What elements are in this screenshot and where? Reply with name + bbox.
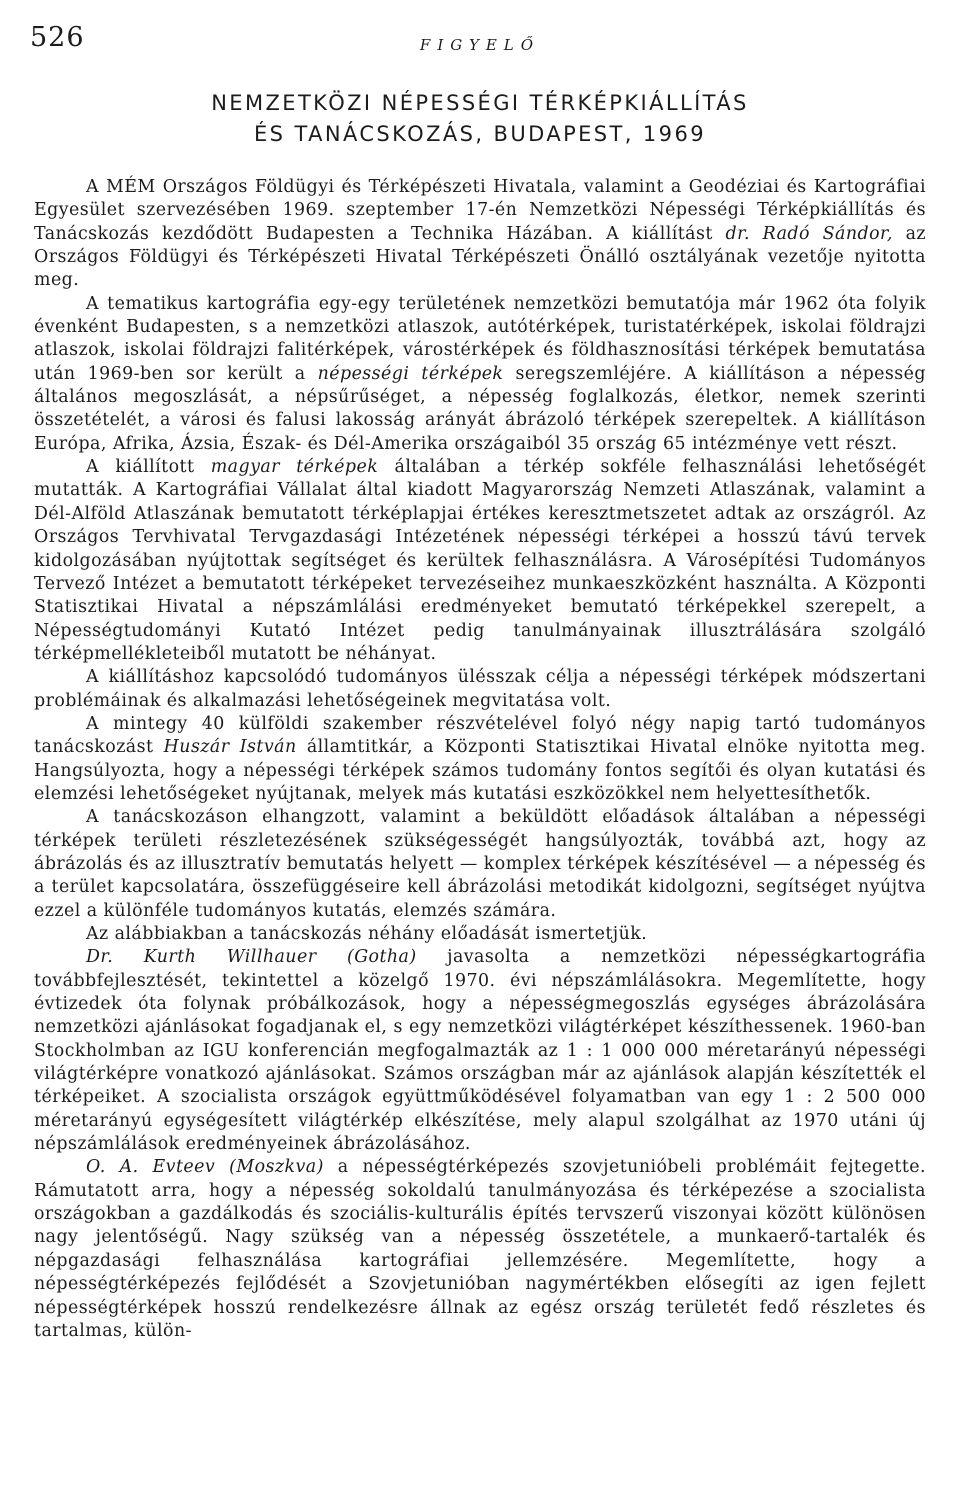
paragraph-9-text: a népességtérképezés szovjetunióbeli problémáit fejtegette. Rámutatott arra, hogy a népesség sokoldalú tanulmányozása és térképezése a szocialista országokban a gazdálkodás és szociális-kulturális építés tervszerű viszonyai között különösen nagy jelentőségű. Nagy szükség van a népesség összetétele, a munkaerő-tartalék és népgazdasági felhasználása kartográfiai jellemzésére. Megemlítette, hogy a népességtérképezés fejlődését a Szovjetunióban nagymértékben elősegíti az igen fejlett népességtérképek hosszú rendelkezésre állnak az egész ország területét fedő részletes és tartalmas, külön- [34,1157,927,1341]
paragraph-1-text-b: az Országos Földügyi és Térképészeti Hivatal Térképészeti Önálló osztályának vezetője nyitotta meg. [34,223,927,291]
title-line-2: ÉS TANÁCSKOZÁS, BUDAPEST, 1969 [254,122,706,146]
paragraph-5-text-b: államtitkár, a Központi Statisztikai Hivatal elnöke nyitotta meg. Hangsúlyozta, hogy a népességi térképek számos tudomány fontos segítői és olyan kutatási és elemzési lehetőségeket nyújtanak, melyek más kutatási eszközökkel nem helyettesíthetők. [34,737,927,804]
paragraph-8-person-name: Dr. Kurth Willhauer (Gotha) [86,947,417,968]
paragraph-8 [34,946,926,1156]
page-header [30,22,930,62]
paragraph-2-text-b: seregszemléjére. A kiállításon a népesség általános megoszlását, a népsűrűséget, a népesség foglalkozás, életkor, nemek szerinti összetételét, a városi és falusi lakosság arányát ábrázoló térképek szerepeltek. A kiállításon Európa, Afrika, Ázsia, Észak- és Dél-Amerika országaiból 35 ország 65 intézménye vett részt. [34,363,926,454]
paragraph-1-person-name: dr. Radó Sándor, [725,223,893,244]
paragraph-1-text-a: A MÉM Országos Földügyi és Térképészeti Hivatala, valamint a Geodéziai és Kartográfiai Egyesület szervezésében 1969. szeptember 17-én Nemzetközi Népességi Térképkiállítás és Tanácskozás kezdődött Budapesten a Technika Házában. A kiállítást [34,177,926,244]
paragraph-4: A kiállításhoz kapcsolódó tudományos ülésszak célja a népességi térképek módszertani problémáinak és alkalmazási lehetőségeinek megvitatása volt. [34,667,926,711]
paragraph-9 [34,1156,926,1343]
paragraph-9-person-name: O. A. Evteev (Moszkva) [86,1157,324,1178]
paragraph-5-text-a: A mintegy 40 külföldi szakember részvételével folyó négy napig tartó tudományos tanácskozást [34,713,926,758]
paragraph-2-text-a: A tematikus kartográfia egy-egy területének nemzetközi bemutatója már 1962 óta folyik évenként Budapesten, s a nemzetközi atlaszok, autótérképek, turistatérképek, iskolai földrajzi atlaszok, iskolai földrajzi falitérképek, várostérképek és földhasznosítási térképek bemutatása után 1969-ben sor került a [34,293,926,384]
title-line-1: NEMZETKÖZI NÉPESSÉGI TÉRKÉPKIÁLLÍTÁS [211,91,749,115]
paragraph-6: A tanácskozáson elhangzott, valamint a beküldött előadások általában a népességi térképek területi részletezésének szükségességét hangsúlyozták, továbbá azt, hogy az ábrázolás és az illusztratív bemutatás helyett — komplex térképek készítésével — a népesség és a terület kapcsolatára, összefüggéseire kell ábrázolási metodikát kidolgozni, segítséget nyújtva ezzel a különféle tudományos kutatás, elemzés számára. [34,807,926,921]
paragraph-3-text-a: A kiállított [86,457,211,478]
paragraph-3-emphasis: magyar térképek [210,457,379,478]
running-head: FIGYELŐ [419,36,541,54]
paragraph-3-text-b: általában a térkép sokféle felhasználási lehetőségét mutatták. A Kartográfiai Vállalat által kiadott Magyarország Nemzeti Atlaszának, valamint a Dél-Alföld Atlaszának bemutatott térképlapjai értékes keresztmetszetet adtak az országról. Az Országos Tervhivatal Tervgazdasági Intézetének népességi térképei a hosszú távú tervek kidolgozásában nyújtottak segítséget és kerültek felhasználásra. A Városépítési Tudományos Tervező Intézet a bemutatott térképeket tervezéseihez munkaeszközként használta. A Központi Statisztikai Hivatal a népszámlálási eredményeket bemutató térképekkel szerepelt, a Népességtudományi Kutató Intézet pedig tanulmányainak illusztrálására szolgáló térképmellékleteiből mutatott be néhányat. [34,457,926,664]
paragraph-5-person-name: Huszár István [163,737,297,758]
paragraph-8-text: javasolta a nemzetközi népességkartográfia továbbfejlesztését, tekintettel a közelgő 1970. évi népszámlálásokra. Megemlítette, hogy évtizedek óta folynak próbálkozások, hogy a népességmegoszlás egységes ábrázolására nemzetközi ajánlásokat fogadjanak el, s egy nemzetközi világtérképet készíthessenek. 1960-ban Stockholmban az IGU konferencián megfogalmazták az 1 : 1 000 000 méretarányú népességi világtérképre vonatkozó ajánlásokat. Számos országban már az ajánlások alapján készítették el térképeiket. A szocialista országok együttműködésével folyamatban van egy 1 : 2 500 000 méretarányú egységesített világtérkép elkészítése, mely alapul szolgálhat az 1970 utáni új népszámlálások eredményeinek ábrázolásához. [34,947,926,1155]
paragraph-2-emphasis: népességi térképek [317,363,504,384]
article-title [40,88,920,150]
paragraph-2 [34,293,926,456]
paragraph-7: Az alábbiakban a tanácskozás néhány előadását ismertetjük. [86,924,648,944]
paragraph-1 [34,176,926,293]
article-body [34,176,926,1343]
page-number: 526 [30,22,85,53]
paragraph-5 [34,713,926,806]
paragraph-3 [34,456,926,666]
